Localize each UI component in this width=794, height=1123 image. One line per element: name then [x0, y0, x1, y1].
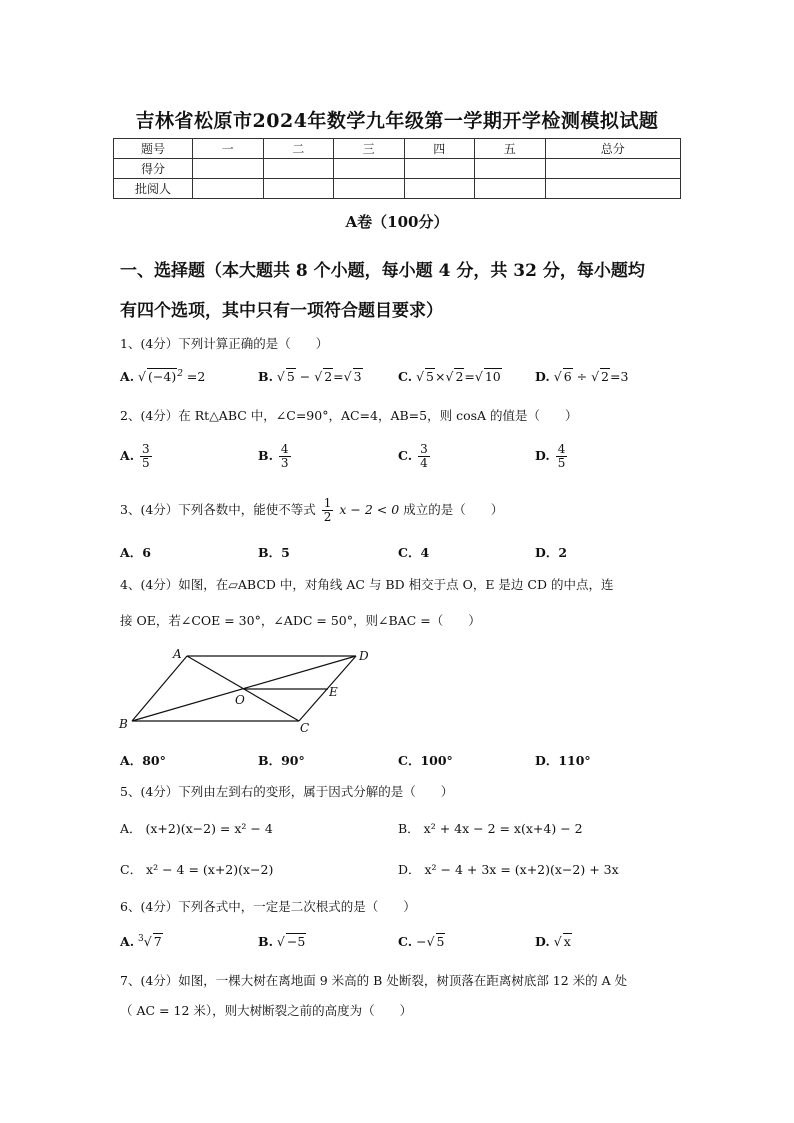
score-cell[interactable] — [545, 159, 681, 179]
option-label: B. — [258, 369, 273, 384]
root-index: 3 — [138, 933, 144, 944]
question-2-stem: 2、(4分）在 Rt△ABC 中，∠C=90°，AC=4，AB=5，则 cosA 的值是（ ） — [120, 408, 578, 423]
option-label: C. — [398, 448, 413, 464]
option-label: B. — [258, 934, 273, 949]
radicand: (−4) — [148, 369, 177, 384]
question-2-option-a[interactable] — [120, 443, 154, 470]
question-4-line2: 接 OE，若∠COE = 30°，∠ADC = 50°，则∠BAC =（ ） — [120, 613, 481, 628]
option-label: D. — [535, 448, 550, 464]
option-label: C. — [398, 934, 413, 949]
edge-ba — [132, 656, 187, 721]
fraction-numerator: 4 — [557, 442, 566, 456]
question-3-option-b[interactable]: B．5 — [258, 545, 290, 560]
question-3-option-d[interactable]: D．2 — [535, 545, 568, 560]
question-6-option-c[interactable]: C. −√ 5 — [398, 934, 445, 949]
radicand: −5 — [286, 934, 306, 949]
option-label: C. — [398, 369, 413, 384]
section1-heading-line1: 一、选择题（本大题共 8 个小题，每小题 4 分，共 32 分，每小题均 — [120, 261, 645, 281]
question-7-line1: 7、(4分）如图，一棵大树在离地面 9 米高的 B 处断裂，树顶落在距离树底部 12 米的 A 处 — [120, 973, 628, 988]
option-label: A. — [120, 934, 135, 949]
question-2-option-d[interactable] — [535, 443, 569, 470]
fraction-numerator: 3 — [420, 442, 428, 456]
question-6-option-d[interactable]: D. √ x — [535, 934, 571, 949]
question-3-option-a[interactable]: A．6 — [120, 545, 151, 560]
radicand: 5 — [436, 934, 445, 949]
grader-cell[interactable] — [475, 179, 546, 199]
label-b: B — [119, 717, 128, 731]
label-d: D — [359, 649, 369, 663]
fraction-numerator: 1 — [323, 496, 332, 510]
operator: × — [435, 369, 446, 384]
score-cell[interactable] — [334, 159, 405, 179]
score-cell[interactable] — [475, 159, 546, 179]
score-header-cell: 四 — [404, 139, 475, 159]
grader-row — [114, 179, 681, 199]
label-a: A — [173, 647, 182, 661]
question-1-option-d[interactable]: D. √ 6 ÷ √ 2=3 — [535, 369, 629, 384]
question-2-option-b[interactable] — [258, 443, 293, 470]
score-row — [114, 159, 681, 179]
question-1-option-a[interactable]: A. √ $(-4)^2 =2$ — [120, 368, 206, 384]
question-1-option-b[interactable]: B. √ 5 − √ 2=√ 3 — [258, 369, 362, 384]
option-label: D. — [535, 934, 550, 949]
fraction-denominator: 5 — [557, 456, 566, 471]
radicand: 2 — [455, 369, 464, 384]
fraction-numerator: 4 — [280, 442, 289, 456]
question-3-stem-post: 成立的是（ ） — [403, 502, 504, 518]
option-label: A. — [120, 369, 135, 384]
question-5-stem: 5、(4分）下列由左到右的变形，属于因式分解的是（ ） — [120, 784, 454, 799]
question-7-line2: （ AC = 12 米），则大树断裂之前的高度为（ ） — [120, 1003, 413, 1018]
question-4-option-d[interactable]: D．110° — [535, 753, 591, 768]
score-cell[interactable] — [263, 159, 334, 179]
radicand: 6 — [563, 369, 572, 384]
score-cell[interactable] — [404, 159, 475, 179]
equals: = — [333, 369, 344, 384]
label-e: E — [329, 685, 338, 699]
score-table-header-row — [114, 139, 681, 159]
score-row-label: 得分 — [114, 159, 193, 179]
question-3-option-c[interactable]: C．4 — [398, 545, 430, 560]
parallelogram-figure — [116, 644, 386, 739]
option-label: B. — [258, 448, 273, 464]
page-title: 吉林省松原市2024年数学九年级第一学期开学检测模拟试题 — [135, 110, 659, 132]
grader-cell[interactable] — [545, 179, 681, 199]
option-label: D. — [535, 369, 550, 384]
exponent: 2 — [177, 368, 183, 379]
radicand: 7 — [153, 934, 162, 949]
question-1-stem: 1、(4分）下列计算正确的是（ ） — [120, 336, 329, 351]
radicand: x — [563, 934, 571, 949]
radicand: 5 — [426, 369, 434, 384]
fraction-denominator: 2 — [323, 510, 332, 525]
score-header-cell: 三 — [334, 139, 405, 159]
grader-cell[interactable] — [404, 179, 475, 199]
score-header-cell: 题号 — [114, 139, 193, 159]
option-tail: =2 — [182, 369, 206, 384]
minus-sign: − — [416, 934, 427, 949]
fraction-denominator: 5 — [142, 456, 150, 471]
question-6-stem: 6、(4分）下列各式中，一定是二次根式的是（ ） — [120, 899, 416, 914]
grader-cell[interactable] — [263, 179, 334, 199]
question-3-stem — [120, 497, 503, 524]
label-c: C — [300, 721, 310, 735]
score-header-cell: 五 — [475, 139, 546, 159]
question-5-option-c[interactable]: C． x² − 4 = (x+2)(x−2) — [120, 862, 274, 877]
question-6-option-b[interactable]: B. √ −5 — [258, 934, 306, 949]
grader-row-label: 批阅人 — [114, 179, 193, 199]
section-a-heading: A卷（100分） — [345, 213, 449, 231]
fraction-denominator: 3 — [280, 456, 289, 471]
operator: − — [295, 369, 315, 384]
question-6-option-a[interactable]: A. $^3$√ 7 — [120, 933, 162, 949]
score-cell[interactable] — [193, 159, 264, 179]
grader-cell[interactable] — [193, 179, 264, 199]
question-3-stem-pre: 3、(4分）下列各数中，能使不等式 — [120, 502, 316, 518]
grader-cell[interactable] — [334, 179, 405, 199]
score-header-cell: 一 — [193, 139, 264, 159]
section1-heading-line2: 有四个选项，其中只有一项符合题目要求） — [120, 301, 443, 321]
question-2-option-c[interactable] — [398, 443, 432, 470]
option-label: A. — [120, 448, 135, 464]
radicand: 10 — [484, 369, 501, 384]
operator: ÷ — [572, 369, 592, 384]
fraction-numerator: 3 — [142, 442, 150, 456]
inequality-expression: x − 2 < 0 — [339, 502, 400, 518]
question-4-option-c[interactable]: C．100° — [398, 753, 453, 768]
question-4-option-a[interactable]: A．80° — [120, 753, 166, 768]
question-4-line1: 4、(4分）如图，在▱ABCD 中，对角线 AC 与 BD 相交于点 O，E 是边 CD 的中点，连 — [120, 577, 614, 592]
radicand: 2 — [601, 369, 609, 384]
question-5-option-a[interactable]: A． (x+2)(x−2) = x² − 4 — [120, 821, 273, 836]
fraction-denominator: 4 — [420, 456, 428, 471]
radicand: 5 — [286, 369, 295, 384]
equals: = — [464, 369, 475, 384]
question-5-option-d[interactable]: D． x² − 4 + 3x = (x+2)(x−2) + 3x — [398, 862, 619, 877]
question-5-option-b[interactable]: B． x² + 4x − 2 = x(x+4) − 2 — [398, 821, 583, 836]
question-1-option-c[interactable]: C. √ 5×√ 2=√ 10 — [398, 369, 501, 384]
question-4-option-b[interactable]: B．90° — [258, 753, 305, 768]
score-table — [113, 138, 681, 199]
radicand: 2 — [324, 369, 333, 384]
score-header-cell: 二 — [263, 139, 334, 159]
option-tail: =3 — [610, 369, 629, 384]
score-header-cell: 总分 — [545, 139, 681, 159]
label-o: O — [235, 693, 245, 707]
radicand: 3 — [353, 369, 362, 384]
